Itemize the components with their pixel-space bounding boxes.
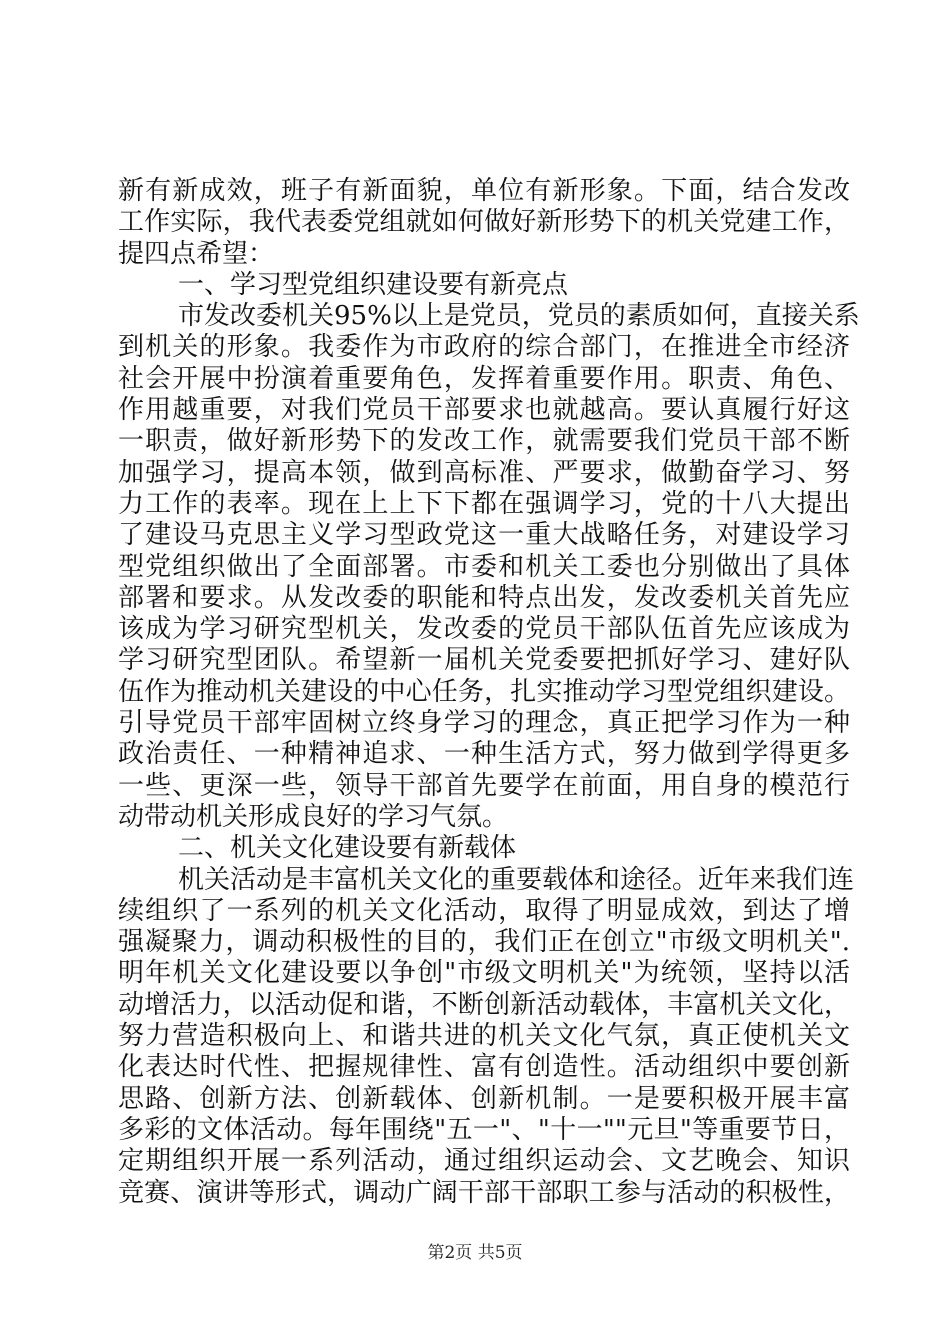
text-line: 引导党员干部牢固树立终身学习的理念，真正把学习作为一种 <box>118 708 850 739</box>
text-line: 强凝聚力，调动积极性的目的，我们正在创立"市级文明机关". <box>118 927 850 958</box>
text-line: 作用越重要，对我们党员干部要求也就越高。要认真履行好这 <box>118 395 850 426</box>
text-line: 政治责任、一种精神追求、一种生活方式，努力做到学得更多 <box>118 739 850 770</box>
text-line: 提四点希望： <box>118 238 275 269</box>
text-line: 工作实际，我代表委党组就如何做好新形势下的机关党建工作， <box>118 207 850 238</box>
text-line: 伍作为推动机关建设的中心任务，扎实推动学习型党组织建设。 <box>118 676 850 707</box>
text-line: 到机关的形象。我委作为市政府的综合部门，在推进全市经济 <box>118 332 850 363</box>
text-line: 定期组织开展一系列活动，通过组织运动会、文艺晚会、知识 <box>118 1146 850 1177</box>
text-line: 竞赛、演讲等形式，调动广阔干部干部职工参与活动的积极性， <box>118 1177 850 1208</box>
text-line: 机关活动是丰富机关文化的重要载体和途径。近年来我们连 <box>178 864 855 895</box>
text-line: 部署和要求。从发改委的职能和特点出发，发改委机关首先应 <box>118 582 850 613</box>
text-line: 了建设马克思主义学习型政党这一重大战略任务，对建设学习 <box>118 520 850 551</box>
text-line: 力工作的表率。现在上上下下都在强调学习，党的十八大提出 <box>118 488 850 519</box>
text-line: 加强学习，提高本领，做到高标准、严要求，做勤奋学习、努 <box>118 457 850 488</box>
text-line: 市发改委机关95%以上是党员，党员的素质如何，直接关系 <box>178 301 860 332</box>
text-line: 努力营造积极向上、和谐共进的机关文化气氛，真正使机关文 <box>118 1021 850 1052</box>
text-line: 多彩的文体活动。每年围绕"五一"、"十一""元旦"等重要节日， <box>118 1114 850 1145</box>
section-heading: 二、机关文化建设要有新载体 <box>178 833 517 864</box>
text-line: 一些、更深一些，领导干部首先要学在前面，用自身的模范行 <box>118 770 850 801</box>
page-footer: 第2页 共5页 <box>427 1243 523 1263</box>
text-line: 思路、创新方法、创新载体、创新机制。一是要积极开展丰富 <box>118 1083 850 1114</box>
text-line: 该成为学习研究型机关，发改委的党员干部队伍首先应该成为 <box>118 614 850 645</box>
text-line: 续组织了一系列的机关文化活动，取得了明显成效，到达了增 <box>118 895 850 926</box>
text-line: 明年机关文化建设要以争创"市级文明机关"为统领，坚持以活 <box>118 958 850 989</box>
text-line: 学习研究型团队。希望新一届机关党委要把抓好学习、建好队 <box>118 645 850 676</box>
text-line: 动增活力，以活动促和谐，不断创新活动载体，丰富机关文化， <box>118 989 850 1020</box>
section-heading: 一、学习型党组织建设要有新亮点 <box>178 269 569 300</box>
text-line: 化表达时代性、把握规律性、富有创造性。活动组织中要创新 <box>118 1052 850 1083</box>
text-line: 一职责，做好新形势下的发改工作，就需要我们党员干部不断 <box>118 426 850 457</box>
text-line: 动带动机关形成良好的学习气氛。 <box>118 801 509 832</box>
text-line: 社会开展中扮演着重要角色，发挥着重要作用。职责、角色、 <box>118 363 850 394</box>
text-line: 型党组织做出了全面部署。市委和机关工委也分别做出了具体 <box>118 551 850 582</box>
document-body <box>118 176 860 1209</box>
text-line: 新有新成效，班子有新面貌，单位有新形象。下面，结合发改 <box>118 176 850 206</box>
